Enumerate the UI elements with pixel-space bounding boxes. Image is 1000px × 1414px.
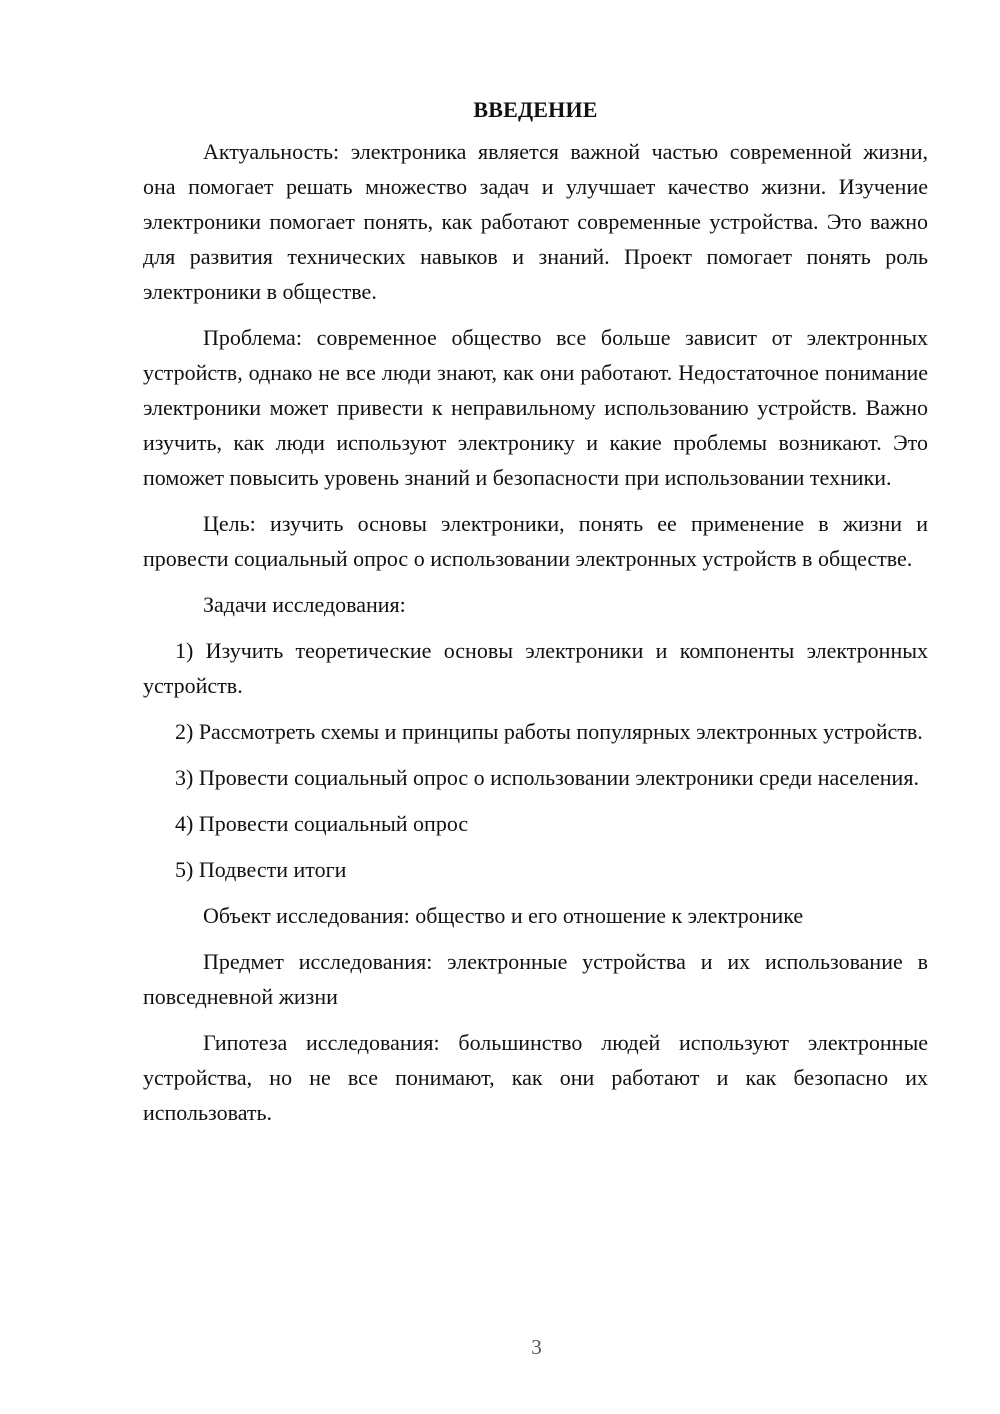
paragraph-subject: Предмет исследования: электронные устройства и их использование в повседневной жизни — [143, 949, 928, 1009]
list-item: 2) Рассмотреть схемы и принципы работы популярных электронных устройств. — [175, 719, 923, 744]
paragraph-problem: Проблема: современное общество все больше зависит от электронных устройств, однако не все люди знают, как они работают. Недостаточное понимание электроники может привести к неправильному использованию устройств. Важно изучить, как люди используют электронику и какие проблемы возникают. Это поможет повысить уровень знаний и безопасности при использовании техники. — [143, 325, 928, 490]
paragraph-hypothesis: Гипотеза исследования: большинство людей используют электронные устройства, но не все понимают, как они работают и как безопасно их использовать. — [143, 1030, 928, 1125]
list-item: 5) Подвести итоги — [175, 857, 347, 882]
tasks-heading: Задачи исследования: — [203, 592, 406, 617]
list-item: 1) Изучить теоретические основы электроники и компоненты электронных устройств. — [143, 638, 928, 698]
paragraph-relevance: Актуальность: электроника является важной частью современной жизни, она помогает решать множество задач и улучшает качество жизни. Изучение электроники помогает понять, как работают современные устройства. Это важно для развития технических навыков и знаний. Проект помогает понять роль электроники в обществе. — [143, 139, 928, 304]
page-content — [143, 92, 928, 1141]
page-number: 3 — [531, 1335, 542, 1359]
list-item: 4) Провести социальный опрос — [175, 811, 469, 836]
paragraph-object: Объект исследования: общество и его отношение к электронике — [203, 903, 804, 928]
paragraph-goal: Цель: изучить основы электроники, понять ее применение в жизни и провести социальный опрос о использовании электронных устройств в обществе. — [143, 511, 928, 571]
tasks-list — [143, 633, 928, 887]
section-title: ВВЕДЕНИЕ — [473, 97, 598, 122]
list-item: 3) Провести социальный опрос о использовании электроники среди населения. — [175, 765, 919, 790]
